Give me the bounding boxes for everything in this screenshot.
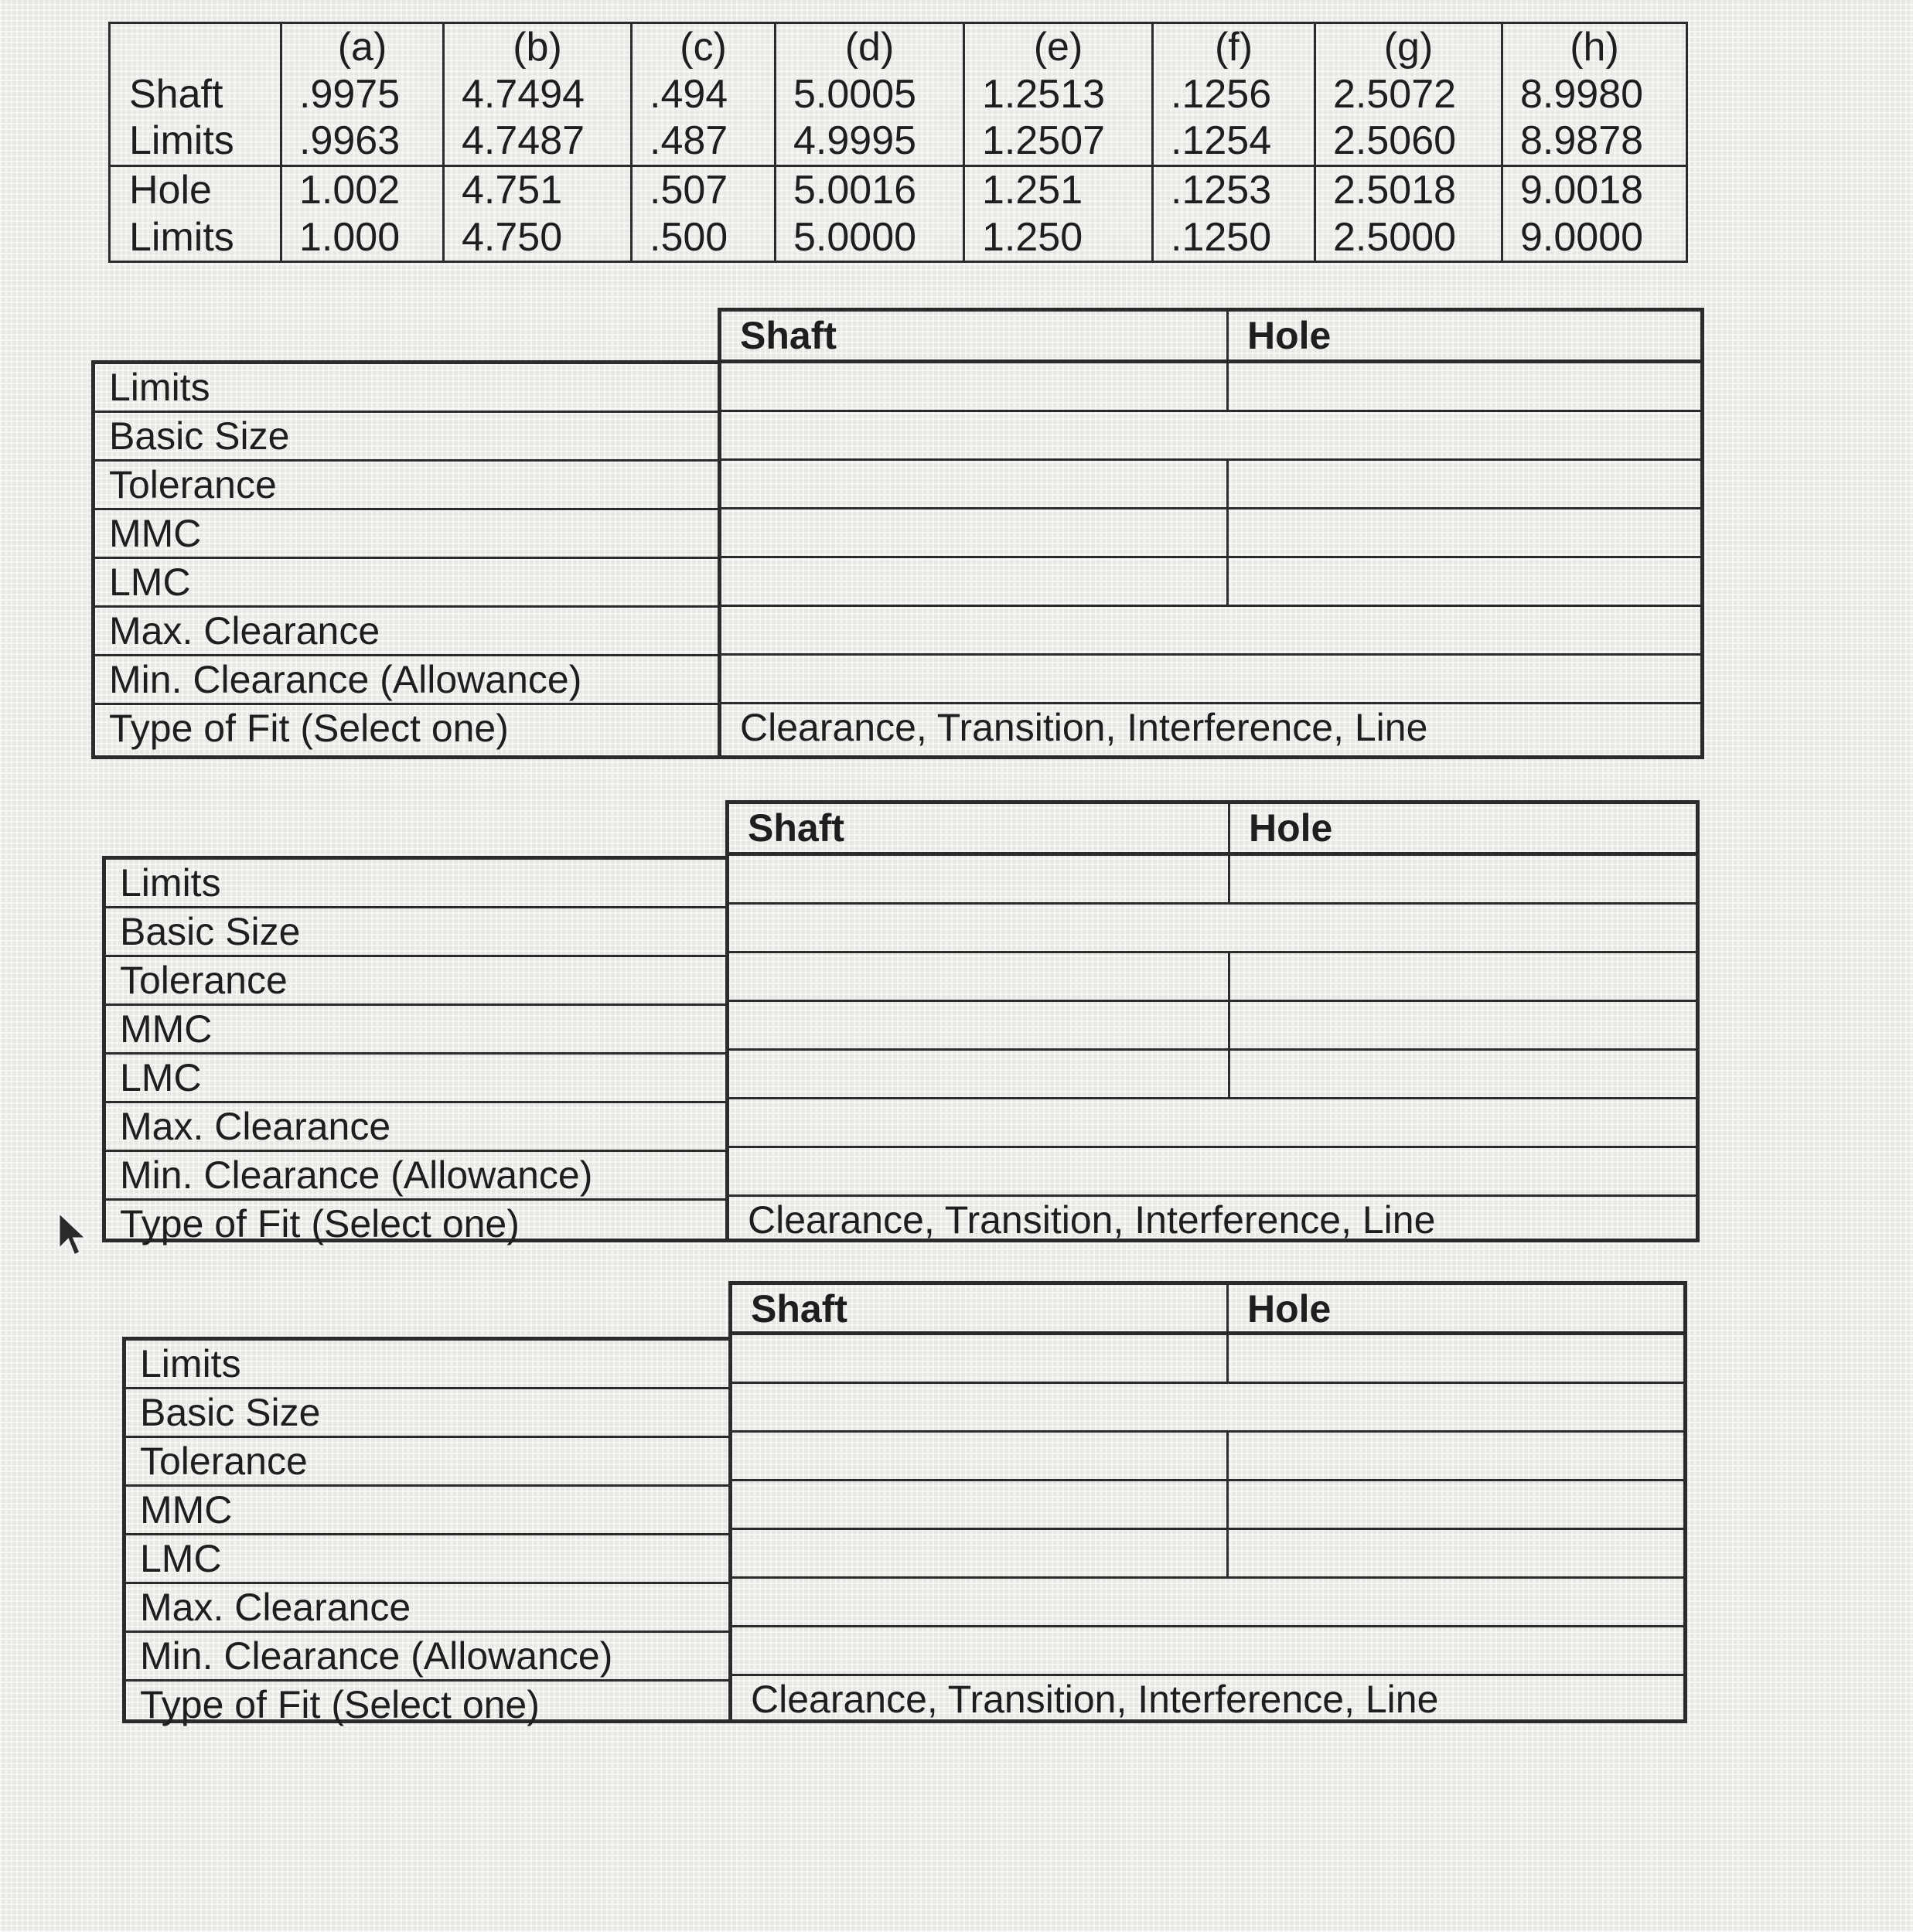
row-label: Type of Fit (Select one)	[120, 1202, 520, 1245]
column-header: (h)	[1502, 23, 1687, 71]
shaft-upper-value: 4.7494	[444, 71, 632, 118]
fit-row-labels	[91, 360, 721, 759]
limits-data-table	[108, 22, 1688, 263]
fit-row-labels	[122, 1337, 732, 1726]
hole-column-header: Hole	[1247, 1287, 1332, 1331]
shaft-lower-value: 1.2507	[964, 118, 1153, 165]
column-header: (a)	[281, 23, 444, 71]
row-label: Min. Clearance (Allowance)	[95, 656, 718, 705]
basic-size-answer-row[interactable]	[732, 1384, 1683, 1433]
shaft-answer-cell[interactable]	[729, 856, 1230, 902]
hole-answer-cell[interactable]	[1229, 558, 1700, 605]
mmc-answer-row	[732, 1481, 1683, 1530]
row-label: MMC	[126, 1487, 728, 1535]
hole-upper-value: .1253	[1153, 165, 1315, 213]
hole-lower-value: .500	[632, 213, 776, 261]
row-label: Limits	[106, 860, 725, 908]
fit-answer-area	[728, 1335, 1687, 1723]
hole-lower-value: .1250	[1153, 213, 1315, 261]
shaft-answer-cell[interactable]	[732, 1433, 1229, 1479]
shaft-answer-cell[interactable]	[732, 1481, 1229, 1528]
hole-lower-value: 5.0000	[776, 213, 964, 261]
column-header-row	[110, 23, 1687, 71]
shaft-answer-cell[interactable]	[729, 1002, 1230, 1048]
mmc-answer-row	[729, 1002, 1696, 1051]
hole-limits-label: Limits	[110, 213, 281, 261]
min-clearance-answer-row[interactable]	[721, 656, 1700, 704]
hole-answer-cell[interactable]	[1230, 1002, 1696, 1048]
row-label: Tolerance	[106, 957, 725, 1006]
row-label: LMC	[106, 1055, 725, 1103]
max-clearance-answer-row[interactable]	[721, 607, 1700, 656]
hole-answer-cell[interactable]	[1229, 1335, 1683, 1382]
shaft-label: Shaft	[110, 71, 281, 118]
fit-header	[718, 308, 1704, 363]
column-header: (c)	[632, 23, 776, 71]
mmc-answer-row	[721, 509, 1700, 558]
hole-lower-value: 1.000	[281, 213, 444, 261]
shaft-upper-value: 5.0005	[776, 71, 964, 118]
corner-cell	[110, 23, 281, 71]
shaft-upper-value: 1.2513	[964, 71, 1153, 118]
fit-header	[728, 1281, 1687, 1335]
shaft-answer-cell[interactable]	[721, 558, 1229, 605]
row-label: LMC	[95, 559, 718, 608]
tolerance-answer-row	[729, 953, 1696, 1002]
hole-answer-cell[interactable]	[1229, 1530, 1683, 1576]
row-label: Tolerance	[126, 1438, 728, 1487]
hole-lower-value: 9.0000	[1502, 213, 1687, 261]
max-clearance-answer-row[interactable]	[732, 1579, 1683, 1627]
max-clearance-answer-row[interactable]	[729, 1099, 1696, 1148]
shaft-answer-cell[interactable]	[721, 363, 1229, 410]
shaft-upper-value: .1256	[1153, 71, 1315, 118]
row-label: Basic Size	[126, 1389, 728, 1438]
shaft-upper-value: .494	[632, 71, 776, 118]
hole-upper-value: 1.002	[281, 165, 444, 213]
shaft-answer-cell[interactable]	[729, 1051, 1230, 1097]
lmc-answer-row	[729, 1051, 1696, 1099]
row-label: Type of Fit (Select one)	[109, 707, 509, 750]
hole-upper-value: 1.251	[964, 165, 1153, 213]
hole-answer-cell[interactable]	[1229, 1433, 1683, 1479]
shaft-column-header: Shaft	[732, 1285, 1229, 1331]
row-label: MMC	[106, 1006, 725, 1055]
hole-answer-cell[interactable]	[1229, 461, 1700, 507]
limits-answer-row	[732, 1335, 1683, 1384]
hole-answer-cell[interactable]	[1230, 1051, 1696, 1097]
row-label: Type of Fit (Select one)	[140, 1683, 540, 1726]
fit-type-options[interactable]: Clearance, Transition, Interference, Line	[748, 1198, 1436, 1242]
tolerance-answer-row	[732, 1433, 1683, 1481]
lmc-answer-row	[721, 558, 1700, 607]
hole-upper-value: 5.0016	[776, 165, 964, 213]
basic-size-answer-row[interactable]	[729, 905, 1696, 953]
hole-upper-row	[110, 165, 1687, 213]
hole-upper-value: .507	[632, 165, 776, 213]
hole-answer-cell[interactable]	[1229, 509, 1700, 556]
fit-type-options[interactable]: Clearance, Transition, Interference, Line	[740, 706, 1428, 749]
min-clearance-answer-row[interactable]	[729, 1148, 1696, 1197]
hole-lower-value: 2.5000	[1315, 213, 1502, 261]
shaft-upper-value: 8.9980	[1502, 71, 1687, 118]
shaft-lower-value: .487	[632, 118, 776, 165]
fit-type-options[interactable]: Clearance, Transition, Interference, Line	[751, 1678, 1439, 1721]
shaft-answer-cell[interactable]	[729, 953, 1230, 1000]
shaft-lower-value: 8.9878	[1502, 118, 1687, 165]
hole-upper-value: 2.5018	[1315, 165, 1502, 213]
hole-lower-value: 4.750	[444, 213, 632, 261]
lmc-answer-row	[732, 1530, 1683, 1579]
hole-answer-cell[interactable]	[1229, 363, 1700, 410]
column-header: (b)	[444, 23, 632, 71]
row-label: LMC	[126, 1535, 728, 1584]
shaft-upper-row	[110, 71, 1687, 118]
basic-size-answer-row[interactable]	[721, 412, 1700, 461]
row-label: Basic Size	[106, 908, 725, 957]
row-label: Max. Clearance	[95, 608, 718, 656]
row-label: Limits	[126, 1341, 728, 1389]
row-label: Tolerance	[95, 462, 718, 510]
fit-header	[725, 800, 1700, 856]
shaft-answer-cell[interactable]	[721, 509, 1229, 556]
fit-answer-area	[725, 856, 1700, 1242]
hole-upper-value: 4.751	[444, 165, 632, 213]
column-header: (g)	[1315, 23, 1502, 71]
row-label: Basic Size	[95, 413, 718, 462]
row-label: Min. Clearance (Allowance)	[126, 1633, 728, 1682]
shaft-answer-cell[interactable]	[721, 461, 1229, 507]
shaft-answer-cell[interactable]	[732, 1335, 1229, 1382]
hole-answer-cell[interactable]	[1229, 1481, 1683, 1528]
hole-lower-value: 1.250	[964, 213, 1153, 261]
hole-lower-row	[110, 213, 1687, 261]
column-header: (e)	[964, 23, 1153, 71]
fit-row-labels	[102, 856, 729, 1245]
min-clearance-answer-row[interactable]	[732, 1627, 1683, 1676]
row-label: Limits	[95, 364, 718, 413]
shaft-lower-value: .9963	[281, 118, 444, 165]
hole-column-header: Hole	[1247, 314, 1332, 357]
column-header: (d)	[776, 23, 964, 71]
shaft-lower-value: 2.5060	[1315, 118, 1502, 165]
row-label: Max. Clearance	[126, 1584, 728, 1633]
row-label: Min. Clearance (Allowance)	[106, 1152, 725, 1201]
hole-answer-cell[interactable]	[1230, 856, 1696, 902]
hole-answer-cell[interactable]	[1230, 953, 1696, 1000]
hole-upper-value: 9.0018	[1502, 165, 1687, 213]
shaft-upper-value: .9975	[281, 71, 444, 118]
mouse-pointer-icon	[56, 1211, 91, 1260]
shaft-lower-value: .1254	[1153, 118, 1315, 165]
row-label: Max. Clearance	[106, 1103, 725, 1152]
row-label: MMC	[95, 510, 718, 559]
shaft-limits-label: Limits	[110, 118, 281, 165]
shaft-answer-cell[interactable]	[732, 1530, 1229, 1576]
shaft-column-header: Shaft	[721, 312, 1229, 359]
shaft-upper-value: 2.5072	[1315, 71, 1502, 118]
limits-answer-row	[729, 856, 1696, 905]
fit-answer-area	[718, 363, 1704, 759]
shaft-column-header: Shaft	[729, 804, 1230, 852]
column-header: (f)	[1153, 23, 1315, 71]
shaft-lower-row	[110, 118, 1687, 165]
tolerance-answer-row	[721, 461, 1700, 509]
shaft-lower-value: 4.9995	[776, 118, 964, 165]
limits-answer-row	[721, 363, 1700, 412]
shaft-lower-value: 4.7487	[444, 118, 632, 165]
hole-column-header: Hole	[1249, 806, 1333, 850]
hole-label: Hole	[110, 165, 281, 213]
